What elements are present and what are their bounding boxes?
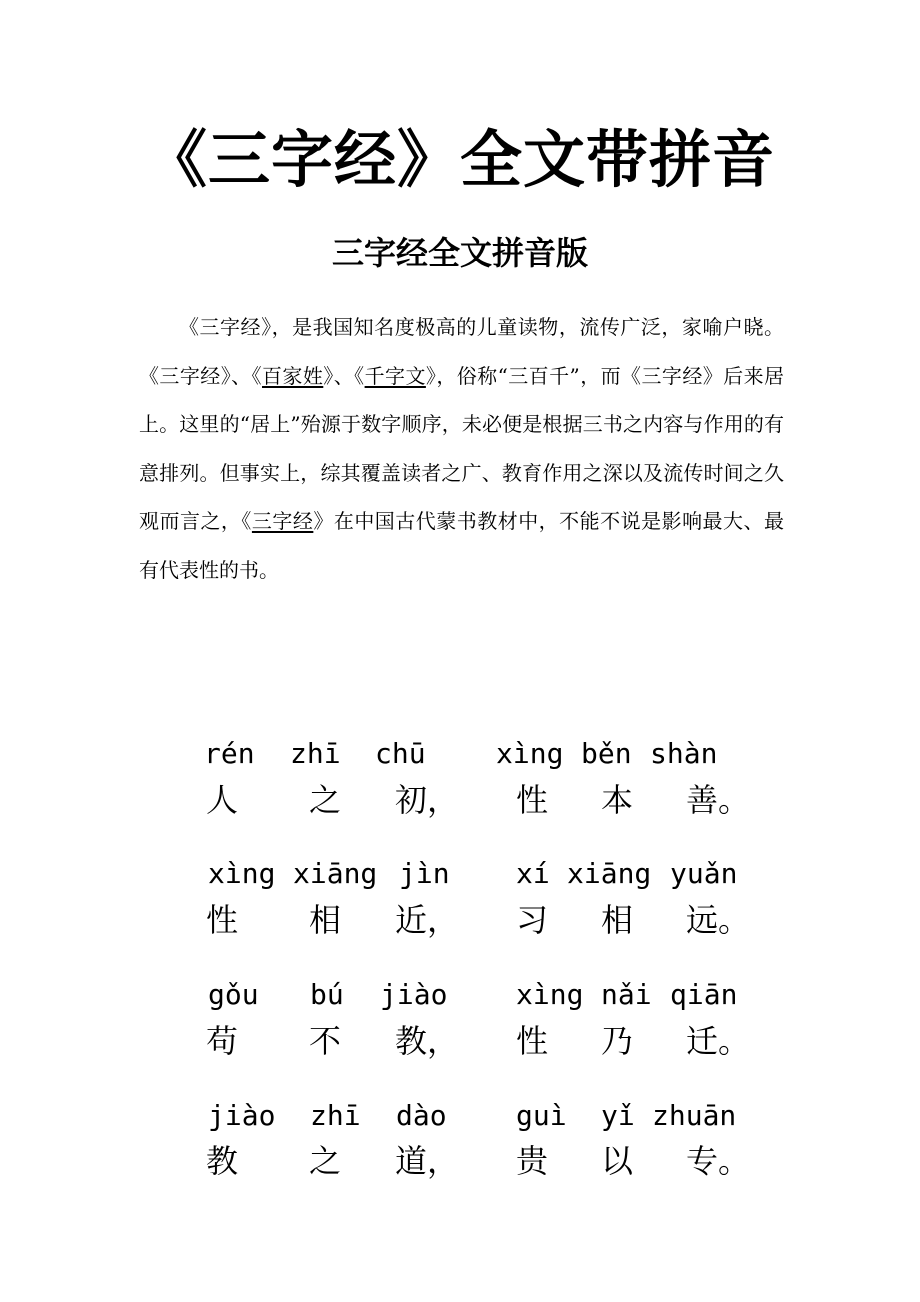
verse-pinyin: xìng xyxy=(208,857,276,890)
link-sanzijing[interactable]: 三字经 xyxy=(251,509,314,533)
verse-hanzi: 初， xyxy=(395,781,460,819)
verse-pinyin: xìng xyxy=(516,978,584,1011)
intro-text: 》、《 xyxy=(323,363,365,388)
verse-hanzi: 善。 xyxy=(686,781,751,819)
page-subtitle: 三字经全文拼音版 xyxy=(331,234,588,272)
verse-pinyin: qiān xyxy=(670,978,738,1011)
verse-pinyin: xiāng xyxy=(293,857,378,890)
verse-pinyin: xìng xyxy=(496,737,564,770)
intro-text: 》，俗称“三百千”，而《三字经》后来居上。这里的“居上”殆源于数字顺序，未必便是根据三书之内容与作用的有意排列。但事实上，综其覆盖读者之广、教育作用之深以及流传时间之久观而言之，《 xyxy=(139,363,785,533)
verse-hanzi: 之 xyxy=(309,1142,342,1180)
verse-pinyin: shàn xyxy=(650,737,718,770)
verse-hanzi: 性 xyxy=(206,901,239,939)
verse-hanzi: 贵 xyxy=(516,1142,549,1180)
verse-pinyin: xiāng xyxy=(567,857,652,890)
verse-pinyin: zhī xyxy=(310,1099,361,1132)
verse-pinyin: rén xyxy=(204,737,255,770)
verse-pinyin: běn xyxy=(581,737,632,770)
verse-pinyin: zhuān xyxy=(652,1099,737,1132)
verse-pinyin: zhī xyxy=(290,737,341,770)
verse-hanzi: 相 xyxy=(601,901,634,939)
verse-hanzi: 远。 xyxy=(686,901,751,939)
verse-hanzi: 习 xyxy=(516,901,549,939)
verse-hanzi: 之 xyxy=(309,781,342,819)
verse-pinyin: bú xyxy=(310,978,344,1011)
verse-hanzi: 性 xyxy=(516,1022,549,1060)
verse-pinyin: xí xyxy=(516,857,550,890)
verse-hanzi: 乃 xyxy=(601,1022,634,1060)
verse-hanzi: 迁。 xyxy=(686,1022,751,1060)
page-title: 《三字经》全文带拼音 xyxy=(144,123,775,196)
verse-hanzi: 不 xyxy=(309,1022,342,1060)
verse-pinyin: yuǎn xyxy=(670,857,738,890)
verse-hanzi: 本 xyxy=(601,781,634,819)
verse-hanzi: 专。 xyxy=(686,1142,751,1180)
intro-text: 》在中国古代蒙书教材中，不能不说是影响最大、最有代表性的书。 xyxy=(139,509,785,582)
verse-pinyin: chū xyxy=(375,737,426,770)
verse-pinyin: jiào xyxy=(208,1099,276,1132)
link-baijiaxing[interactable]: 百家姓 xyxy=(262,363,324,388)
link-qianziwen[interactable]: 千字文 xyxy=(364,363,426,388)
verse-pinyin: gǒu xyxy=(208,978,259,1011)
verse-hanzi: 教 xyxy=(206,1142,239,1180)
verse-hanzi: 性 xyxy=(516,781,549,819)
verse-hanzi: 人 xyxy=(206,781,239,819)
verse-hanzi: 近， xyxy=(395,901,460,939)
verse-pinyin: yǐ xyxy=(601,1099,635,1132)
verse-pinyin: dào xyxy=(396,1099,447,1132)
verse-pinyin: nǎi xyxy=(601,978,652,1011)
verse-hanzi: 以 xyxy=(601,1142,634,1180)
verse-pinyin: jìn xyxy=(399,857,450,890)
verse-hanzi: 道， xyxy=(395,1142,460,1180)
intro-text: 《三字经》，是我国知名度极高的儿童读物，流传广泛，家喻户晓。《三字经》、《 xyxy=(139,315,784,388)
verse-hanzi: 相 xyxy=(309,901,342,939)
verse-pinyin: guì xyxy=(516,1099,567,1132)
verse-hanzi: 教， xyxy=(395,1022,460,1060)
verse-pinyin: jiào xyxy=(380,978,448,1011)
verse-hanzi: 苟 xyxy=(206,1022,239,1060)
